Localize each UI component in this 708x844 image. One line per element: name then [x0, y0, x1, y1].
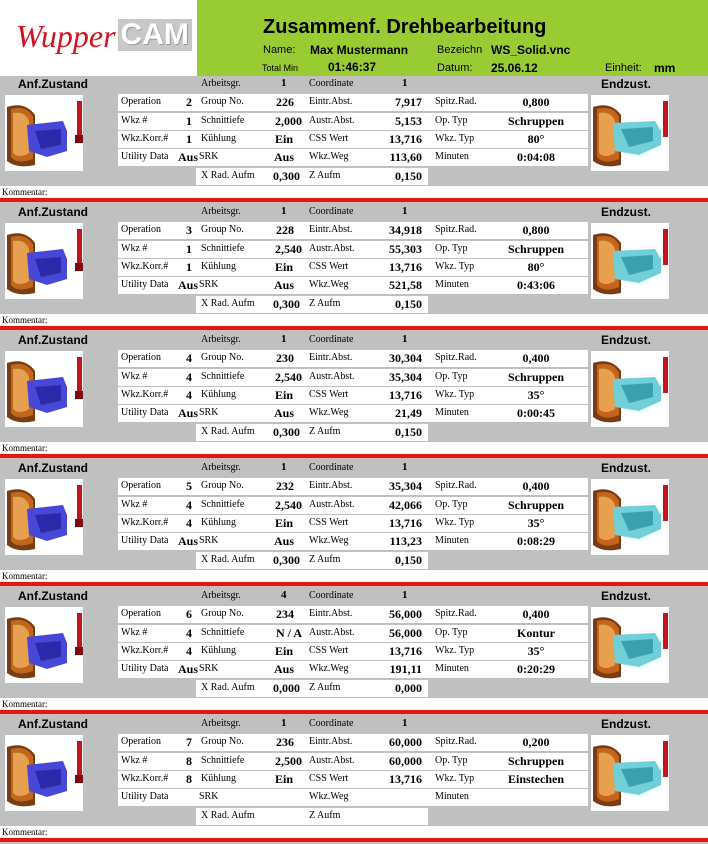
end-state-thumbnail: [591, 607, 669, 683]
row-aufmass: X Rad. Aufm 0,300 Z Aufm 0,150: [196, 168, 428, 185]
spitz-rad-value: 0,400: [522, 479, 550, 493]
kommentar-label: Kommentar:: [0, 186, 708, 198]
z-aufm-value: 0,150: [395, 553, 422, 567]
arbeitsgr-label: Arbeitsgr.: [201, 590, 241, 601]
coordinate-value: 1: [402, 717, 408, 729]
initial-state-thumbnail: [5, 479, 83, 555]
anfangszustand-label: Anf.Zustand: [18, 461, 88, 475]
op-typ-value: Schruppen: [507, 498, 565, 512]
austr-abst-value: 35,304: [389, 370, 422, 384]
coordinate-value: 1: [402, 77, 408, 89]
operations-list: [0, 76, 708, 844]
spitz-rad-value: 0,400: [522, 351, 550, 365]
css-wert-value: 13,716: [389, 772, 422, 786]
utility-data-value: Aus: [177, 406, 198, 420]
endzustand-label: Endzust.: [601, 461, 651, 475]
austr-abst-value: 42,066: [389, 498, 422, 512]
wkz-typ-value: 80°: [527, 260, 545, 274]
minuten-value: 0:00:45: [517, 406, 555, 420]
wkz-value: 1: [186, 114, 192, 128]
x-rad-aufm-value: 0,300: [273, 169, 300, 183]
row-operation: Operation 2 Group No. 226 Eintr.Abst. 7,917 Spitz.Rad. 0,800: [118, 94, 588, 111]
op-typ-value: Schruppen: [507, 242, 565, 256]
initial-state-thumbnail: [5, 351, 83, 427]
row-utility: Utility Data Aus SRK Aus Wkz.Weg 113,23 Minuten 0:08:29: [118, 533, 588, 550]
schnittiefe-value: 2,500: [275, 754, 302, 768]
operation-block-4: [0, 460, 708, 588]
srk-value: Aus: [273, 150, 294, 164]
row-aufmass: X Rad. Aufm 0,000 Z Aufm 0,000: [196, 680, 428, 697]
arbeitsgr-value: 1: [281, 77, 287, 89]
page-title: Zusammenf. Drehbearbeitung: [263, 16, 547, 38]
wkz-typ-value: 35°: [527, 516, 545, 530]
x-rad-aufm-value: 0,300: [273, 297, 300, 311]
row-wkz-korr: Wkz.Korr.# 4 Kühlung Ein CSS Wert 13,716 Wkz. Typ 35°: [118, 387, 588, 404]
wkz-typ-value: 80°: [527, 132, 545, 146]
coordinate-label: Coordinate: [309, 206, 354, 217]
separator-bar: [0, 838, 708, 842]
wkz-typ-value: Einstechen: [507, 772, 564, 786]
endzustand-label: Endzust.: [601, 205, 651, 219]
schnittiefe-value: 2,540: [275, 242, 302, 256]
operation-block-3: [0, 332, 708, 460]
separator-bar: [0, 582, 708, 586]
wkz-korr-value: 1: [186, 260, 192, 274]
endzustand-label: Endzust.: [601, 77, 651, 91]
operation-value: 5: [186, 479, 192, 493]
operation-value: 6: [186, 607, 192, 621]
kuehlung-value: Ein: [274, 132, 293, 146]
z-aufm-value: 0,150: [395, 169, 422, 183]
css-wert-value: 13,716: [389, 260, 422, 274]
eintr-abst-value: 7,917: [395, 95, 422, 109]
schnittiefe-value: 2,000: [275, 114, 302, 128]
name-value: Max Mustermann: [310, 43, 409, 57]
austr-abst-value: 56,000: [389, 626, 422, 640]
arbeitsgr-value: 1: [281, 205, 287, 217]
coordinate-label: Coordinate: [309, 78, 354, 89]
coordinate-label: Coordinate: [309, 334, 354, 345]
operation-block-6: [0, 716, 708, 844]
wkz-typ-value: 35°: [527, 644, 545, 658]
separator-bar: [0, 454, 708, 458]
wkz-value: 8: [186, 754, 192, 768]
datum-value: 25.06.12: [491, 61, 538, 75]
spitz-rad-value: 0,800: [522, 95, 550, 109]
name-label: Name:: [263, 44, 296, 56]
x-rad-aufm-value: 0,300: [273, 553, 300, 567]
row-operation: Operation 6 Group No. 234 Eintr.Abst. 56,000 Spitz.Rad. 0,400: [118, 606, 588, 623]
row-wkz: Wkz # 1 Schnittiefe 2,000 Austr.Abst. 5,153 Op. Typ Schruppen: [118, 113, 588, 130]
spitz-rad-value: 0,400: [522, 607, 550, 621]
kommentar-label: Kommentar:: [0, 314, 708, 326]
wkz-weg-value: 113,60: [389, 150, 422, 164]
wkz-weg-value: 113,23: [389, 534, 422, 548]
z-aufm-value: 0,000: [395, 681, 422, 695]
initial-state-thumbnail: [5, 223, 83, 299]
logo-area: [0, 0, 197, 76]
row-wkz-korr: Wkz.Korr.# 8 Kühlung Ein CSS Wert 13,716 Wkz. Typ Einstechen: [118, 771, 588, 788]
operation-value: 2: [186, 95, 192, 109]
arbeitsgr-value: 4: [281, 589, 287, 601]
kuehlung-value: Ein: [274, 644, 293, 658]
coordinate-label: Coordinate: [309, 590, 354, 601]
row-wkz-korr: Wkz.Korr.# 1 Kühlung Ein CSS Wert 13,716 Wkz. Typ 80°: [118, 259, 588, 276]
row-wkz-korr: Wkz.Korr.# 4 Kühlung Ein CSS Wert 13,716 Wkz. Typ 35°: [118, 515, 588, 532]
end-state-thumbnail: [591, 223, 669, 299]
einheit-label: Einheit:: [605, 62, 642, 74]
einheit-value: mm: [654, 61, 676, 75]
operation-value: 3: [186, 223, 192, 237]
group-no-value: 230: [276, 351, 294, 365]
kuehlung-value: Ein: [274, 772, 293, 786]
wkz-korr-value: 8: [186, 772, 192, 786]
row-aufmass: X Rad. Aufm 0,300 Z Aufm 0,150: [196, 296, 428, 313]
utility-data-value: Aus: [177, 534, 198, 548]
kommentar-label: Kommentar:: [0, 826, 708, 838]
css-wert-value: 13,716: [389, 516, 422, 530]
z-aufm-value: 0,150: [395, 297, 422, 311]
anfangszustand-label: Anf.Zustand: [18, 717, 88, 731]
coordinate-value: 1: [402, 333, 408, 345]
group-no-value: 232: [276, 479, 294, 493]
x-rad-aufm-value: 0,300: [273, 425, 300, 439]
austr-abst-value: 55,303: [389, 242, 422, 256]
schnittiefe-value: 2,540: [275, 498, 302, 512]
operation-value: 7: [186, 735, 192, 749]
end-state-thumbnail: [591, 735, 669, 811]
kuehlung-value: Ein: [274, 260, 293, 274]
srk-value: Aus: [273, 278, 294, 292]
wkz-weg-value: 521,58: [389, 278, 422, 292]
row-operation: Operation 7 Group No. 236 Eintr.Abst. 60,000 Spitz.Rad. 0,200: [118, 734, 588, 751]
group-no-value: 226: [276, 95, 294, 109]
op-typ-value: Schruppen: [507, 754, 565, 768]
austr-abst-value: 5,153: [395, 114, 422, 128]
row-wkz-korr: Wkz.Korr.# 4 Kühlung Ein CSS Wert 13,716 Wkz. Typ 35°: [118, 643, 588, 660]
row-utility: Utility Data Aus SRK Aus Wkz.Weg 521,58 Minuten 0:43:06: [118, 277, 588, 294]
spitz-rad-value: 0,200: [522, 735, 550, 749]
endzustand-label: Endzust.: [601, 333, 651, 347]
wkz-weg-value: 191,11: [389, 662, 422, 676]
utility-data-value: Aus: [177, 278, 198, 292]
total-min-value: 01:46:37: [328, 60, 377, 74]
wkz-weg-value: 21,49: [395, 406, 422, 420]
row-wkz-korr: Wkz.Korr.# 1 Kühlung Ein CSS Wert 13,716 Wkz. Typ 80°: [118, 131, 588, 148]
css-wert-value: 13,716: [389, 132, 422, 146]
eintr-abst-value: 60,000: [389, 735, 422, 749]
schnittiefe-value: N / A: [275, 626, 302, 640]
srk-value: Aus: [273, 534, 294, 548]
anfangszustand-label: Anf.Zustand: [18, 205, 88, 219]
total-min-label: Total Min: [262, 63, 299, 73]
row-wkz: Wkz # 4 Schnittiefe 2,540 Austr.Abst. 42,066 Op. Typ Schruppen: [118, 497, 588, 514]
end-state-thumbnail: [591, 351, 669, 427]
wkz-value: 1: [186, 242, 192, 256]
separator-bar: [0, 198, 708, 202]
css-wert-value: 13,716: [389, 388, 422, 402]
z-aufm-value: 0,150: [395, 425, 422, 439]
operation-block-2: [0, 204, 708, 332]
minuten-value: 0:04:08: [517, 150, 555, 164]
wkz-korr-value: 4: [186, 516, 192, 530]
row-operation: Operation 4 Group No. 230 Eintr.Abst. 30,304 Spitz.Rad. 0,400: [118, 350, 588, 367]
minuten-value: 0:43:06: [517, 278, 555, 292]
austr-abst-value: 60,000: [389, 754, 422, 768]
endzustand-label: Endzust.: [601, 589, 651, 603]
minuten-value: 0:08:29: [517, 534, 555, 548]
css-wert-value: 13,716: [389, 644, 422, 658]
row-wkz: Wkz # 4 Schnittiefe N / A Austr.Abst. 56,000 Op. Typ Kontur: [118, 625, 588, 642]
kuehlung-value: Ein: [274, 516, 293, 530]
srk-value: Aus: [273, 662, 294, 676]
initial-state-thumbnail: [5, 95, 83, 171]
kommentar-label: Kommentar:: [0, 442, 708, 454]
wuppercam-logo: Wupper CAM: [16, 18, 192, 55]
coordinate-label: Coordinate: [309, 718, 354, 729]
wkz-value: 4: [186, 626, 192, 640]
eintr-abst-value: 56,000: [389, 607, 422, 621]
report-header: [0, 0, 708, 76]
operation-value: 4: [186, 351, 192, 365]
coordinate-value: 1: [402, 461, 408, 473]
wkz-value: 4: [186, 370, 192, 384]
row-operation: Operation 5 Group No. 232 Eintr.Abst. 35,304 Spitz.Rad. 0,400: [118, 478, 588, 495]
initial-state-thumbnail: [5, 607, 83, 683]
bezeichnung-value: WS_Solid.vnc: [491, 43, 571, 57]
end-state-thumbnail: [591, 95, 669, 171]
row-aufmass: X Rad. Aufm 0,300 Z Aufm 0,150: [196, 552, 428, 569]
arbeitsgr-label: Arbeitsgr.: [201, 718, 241, 729]
row-utility: Utility Data Aus SRK Aus Wkz.Weg 191,11 Minuten 0:20:29: [118, 661, 588, 678]
initial-state-thumbnail: [5, 735, 83, 811]
title-area: [197, 0, 708, 76]
op-typ-value: Kontur: [516, 626, 555, 640]
wkz-korr-value: 1: [186, 132, 192, 146]
row-wkz: Wkz # 4 Schnittiefe 2,540 Austr.Abst. 35,304 Op. Typ Schruppen: [118, 369, 588, 386]
group-no-value: 234: [276, 607, 294, 621]
wkz-korr-value: 4: [186, 388, 192, 402]
arbeitsgr-label: Arbeitsgr.: [201, 334, 241, 345]
group-no-value: 236: [276, 735, 294, 749]
kommentar-label: Kommentar:: [0, 698, 708, 710]
wkz-korr-value: 4: [186, 644, 192, 658]
operation-block-1: [0, 76, 708, 204]
coordinate-value: 1: [402, 589, 408, 601]
row-utility: Utility Data Aus SRK Aus Wkz.Weg 113,60 Minuten 0:04:08: [118, 149, 588, 166]
separator-bar: [0, 710, 708, 714]
srk-value: Aus: [273, 406, 294, 420]
operation-block-5: [0, 588, 708, 716]
separator-bar: [0, 326, 708, 330]
anfangszustand-label: Anf.Zustand: [18, 589, 88, 603]
row-wkz: Wkz # 1 Schnittiefe 2,540 Austr.Abst. 55,303 Op. Typ Schruppen: [118, 241, 588, 258]
utility-data-value: Aus: [177, 662, 198, 676]
row-operation: Operation 3 Group No. 228 Eintr.Abst. 34,918 Spitz.Rad. 0,800: [118, 222, 588, 239]
arbeitsgr-value: 1: [281, 333, 287, 345]
eintr-abst-value: 34,918: [389, 223, 422, 237]
op-typ-value: Schruppen: [507, 370, 565, 384]
wkz-value: 4: [186, 498, 192, 512]
coordinate-value: 1: [402, 205, 408, 217]
endzustand-label: Endzust.: [601, 717, 651, 731]
arbeitsgr-label: Arbeitsgr.: [201, 78, 241, 89]
coordinate-label: Coordinate: [309, 462, 354, 473]
utility-data-value: Aus: [177, 150, 198, 164]
row-utility: Utility Data Aus SRK Aus Wkz.Weg 21,49 Minuten 0:00:45: [118, 405, 588, 422]
anfangszustand-label: Anf.Zustand: [18, 333, 88, 347]
datum-label: Datum:: [437, 62, 473, 74]
arbeitsgr-value: 1: [281, 717, 287, 729]
group-no-value: 228: [276, 223, 294, 237]
x-rad-aufm-value: 0,000: [273, 681, 300, 695]
row-wkz: Wkz # 8 Schnittiefe 2,500 Austr.Abst. 60,000 Op. Typ Schruppen: [118, 753, 588, 770]
op-typ-value: Schruppen: [507, 114, 565, 128]
arbeitsgr-value: 1: [281, 461, 287, 473]
kommentar-label: Kommentar:: [0, 570, 708, 582]
bezeichnung-label: Bezeichn: [437, 44, 483, 56]
arbeitsgr-label: Arbeitsgr.: [201, 206, 241, 217]
row-utility: Utility Data SRK Wkz.Weg Minuten: [118, 789, 588, 806]
anfangszustand-label: Anf.Zustand: [18, 77, 88, 91]
wkz-typ-value: 35°: [527, 388, 545, 402]
row-aufmass: X Rad. Aufm 0,300 Z Aufm 0,150: [196, 424, 428, 441]
eintr-abst-value: 35,304: [389, 479, 422, 493]
kuehlung-value: Ein: [274, 388, 293, 402]
minuten-value: 0:20:29: [517, 662, 555, 676]
eintr-abst-value: 30,304: [389, 351, 422, 365]
schnittiefe-value: 2,540: [275, 370, 302, 384]
end-state-thumbnail: [591, 479, 669, 555]
row-aufmass: X Rad. Aufm Z Aufm: [196, 808, 428, 825]
arbeitsgr-label: Arbeitsgr.: [201, 462, 241, 473]
spitz-rad-value: 0,800: [522, 223, 550, 237]
